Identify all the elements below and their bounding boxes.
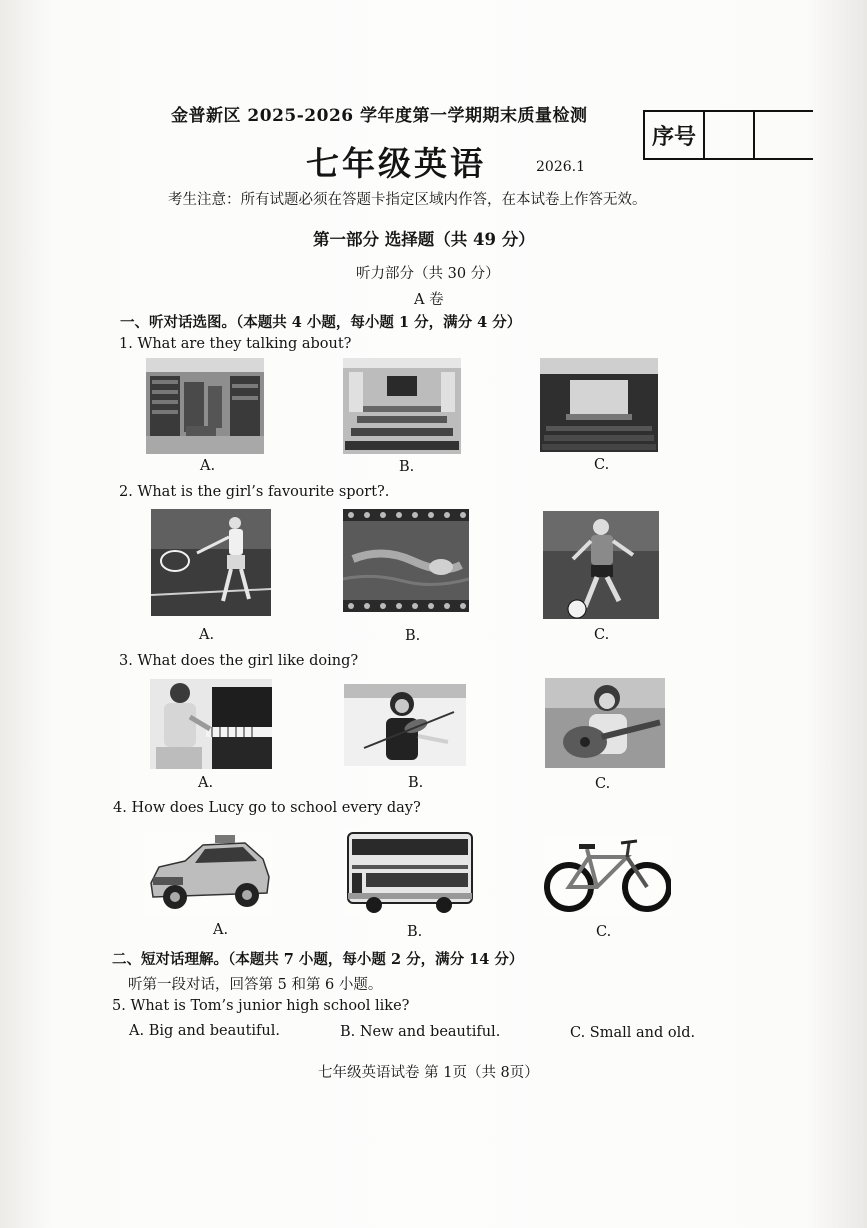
cinema-hall-photo: [540, 358, 658, 452]
listening-instruction: 听第一段对话，回答第 5 和第 6 小题。: [128, 977, 383, 993]
bicycle-photo: [543, 835, 671, 915]
library-photo: [146, 358, 264, 454]
option-label: B.: [405, 628, 421, 644]
question-text: 2. What is the girl’s favourite sport?.: [119, 484, 390, 500]
taxi-photo: [145, 831, 273, 915]
sequence-number-cell: [705, 112, 755, 158]
exam-date: 2026.1: [536, 159, 585, 175]
option-label: C.: [594, 457, 610, 473]
bus-photo: [344, 829, 477, 916]
part-title: 第一部分 选择题（共 49 分）: [313, 230, 535, 249]
answer-option: A. Big and beautiful.: [129, 1023, 281, 1039]
guitar-photo: [545, 678, 665, 768]
sequence-number-cell: [755, 112, 803, 158]
question-text: 5. What is Tom’s junior high school like?: [112, 998, 410, 1014]
piano-photo: [150, 679, 272, 769]
option-label: A.: [213, 922, 229, 938]
question-text: 4. How does Lucy go to school every day?: [113, 800, 421, 816]
section-title: 一、听对话选图。（本题共 4 小题，每小题 1 分，满分 4 分）: [120, 314, 522, 331]
question-text: 1. What are they talking about?: [119, 336, 352, 352]
volume-title: A 卷: [414, 292, 444, 308]
section-title: 二、短对话理解。（本题共 7 小题，每小题 2 分，满分 14 分）: [112, 951, 524, 968]
tennis-photo: [151, 509, 271, 616]
option-label: C.: [596, 924, 612, 940]
sequence-number-label: 序号: [645, 112, 705, 158]
option-label: C.: [594, 627, 610, 643]
option-label: A.: [198, 775, 214, 791]
sequence-number-box: [643, 110, 813, 160]
option-label: A.: [199, 627, 215, 643]
option-label: B.: [399, 459, 415, 475]
answer-option: C. Small and old.: [570, 1025, 696, 1041]
answer-option: B. New and beautiful.: [340, 1024, 501, 1040]
option-label: B.: [407, 924, 423, 940]
swimming-photo: [343, 509, 469, 612]
option-label: B.: [408, 775, 424, 791]
listening-title: 听力部分（共 30 分）: [356, 266, 500, 282]
option-label: C.: [595, 776, 611, 792]
page-title: 七年级英语: [306, 144, 486, 183]
exam-school-line: 金普新区 2025-2026 学年度第一学期期末质量检测: [171, 106, 588, 126]
exam-notice: 考生注意：所有试题必须在答题卡指定区域内作答，在本试卷上作答无效。: [168, 192, 647, 208]
option-label: A.: [200, 458, 216, 474]
soccer-photo: [543, 511, 659, 619]
violin-photo: [344, 684, 466, 766]
classroom-photo: [343, 358, 461, 454]
page-footer: 七年级英语试卷 第 1页（共 8页）: [318, 1065, 539, 1081]
question-text: 3. What does the girl like doing?: [119, 653, 359, 669]
